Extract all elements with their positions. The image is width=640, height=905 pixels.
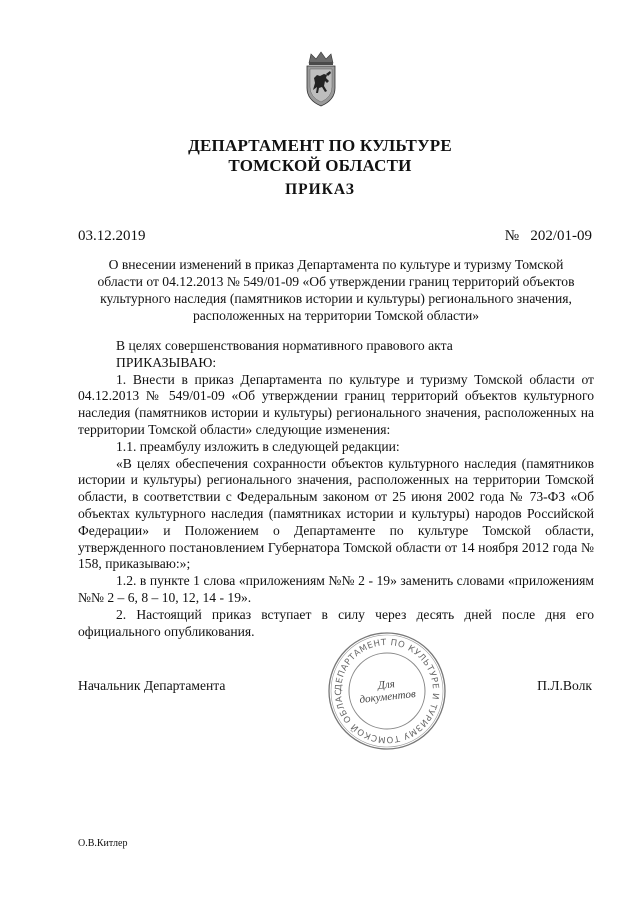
subject-line: расположенных на территории Томской области» [192,308,480,323]
document-body [78,338,594,640]
document-date: 03.12.2019 [78,228,146,244]
document-number: № 202/01-09 [504,228,592,244]
clause-2: 2. Настоящий приказ вступает в силу через десять дней после дня его официального опубликования. [78,606,594,639]
clause-1-2: 1.2. в пункте 1 слова «приложениям №№ 2 - 19» заменить словами «приложениям №№ 2 – 6, 8 – 10, 12, 14 - 19». [78,573,594,605]
clause-1-1: 1.1. преамбулу изложить в следующей редакции: [116,438,400,454]
coat-of-arms-icon [300,50,342,108]
preamble-paragraph: В целях совершенствования нормативного правового акта [116,338,453,353]
signatory-name: П.Л.Волк [537,678,592,693]
executor-name: О.В.Китлер [78,838,128,849]
document-type: ПРИКАЗ [285,181,355,198]
department-name-line2: ТОМСКОЙ ОБЛАСТИ [228,156,412,175]
order-word: ПРИКАЗЫВАЮ: [116,354,217,370]
department-name-line1: ДЕПАРТАМЕНТ ПО КУЛЬТУРЕ [188,136,452,155]
clause-1: 1. Внести в приказ Департамента по культуре и туризму Томской области от 04.12.2013 № 549/01-09 «Об утверждении границ территорий объектов культурного наследия (памятников истории и культуры) регионального значения, расположенных на территории Томской области» следующие изменения: [78,371,594,437]
seal-ring-text: ДЕПАРТАМЕНТ ПО КУЛЬТУРЕ И ТУРИЗМУ ТОМСКОЙ ОБЛАС [333,637,441,745]
subject-line: О внесении изменений в приказ Департамента по культуре и туризму Томской [108,257,564,272]
seal-stamp [326,630,448,752]
subject-line: культурного наследия (памятников истории и культуры) регионального значения, [100,291,572,306]
signatory-position: Начальник Департамента [78,678,226,693]
clause-1-1-text: «В целях обеспечения сохранности объектов культурного наследия (памятников истории и культуры) регионального значения, расположенных на территории Томской области, в соответствии с Федеральным законом от 25 июня 2002 года № 73-ФЗ «Об объектах культурного наследия (памятниках истории и культуры) народов Российской Федерации» и Положением о Департаменте по культуре Томской области, утвержденного постановлением Губернатора Томской области от 14 ноября 2012 года № 158, приказываю:»; [78,455,594,572]
seal-line1: Для [377,678,396,692]
document-subject [78,256,594,324]
seal-center [320,624,454,758]
seal-line2: документов [358,688,417,706]
subject-line: области от 04.12.2013 № 549/01-09 «Об утверждении границ территорий объектов [97,274,575,289]
